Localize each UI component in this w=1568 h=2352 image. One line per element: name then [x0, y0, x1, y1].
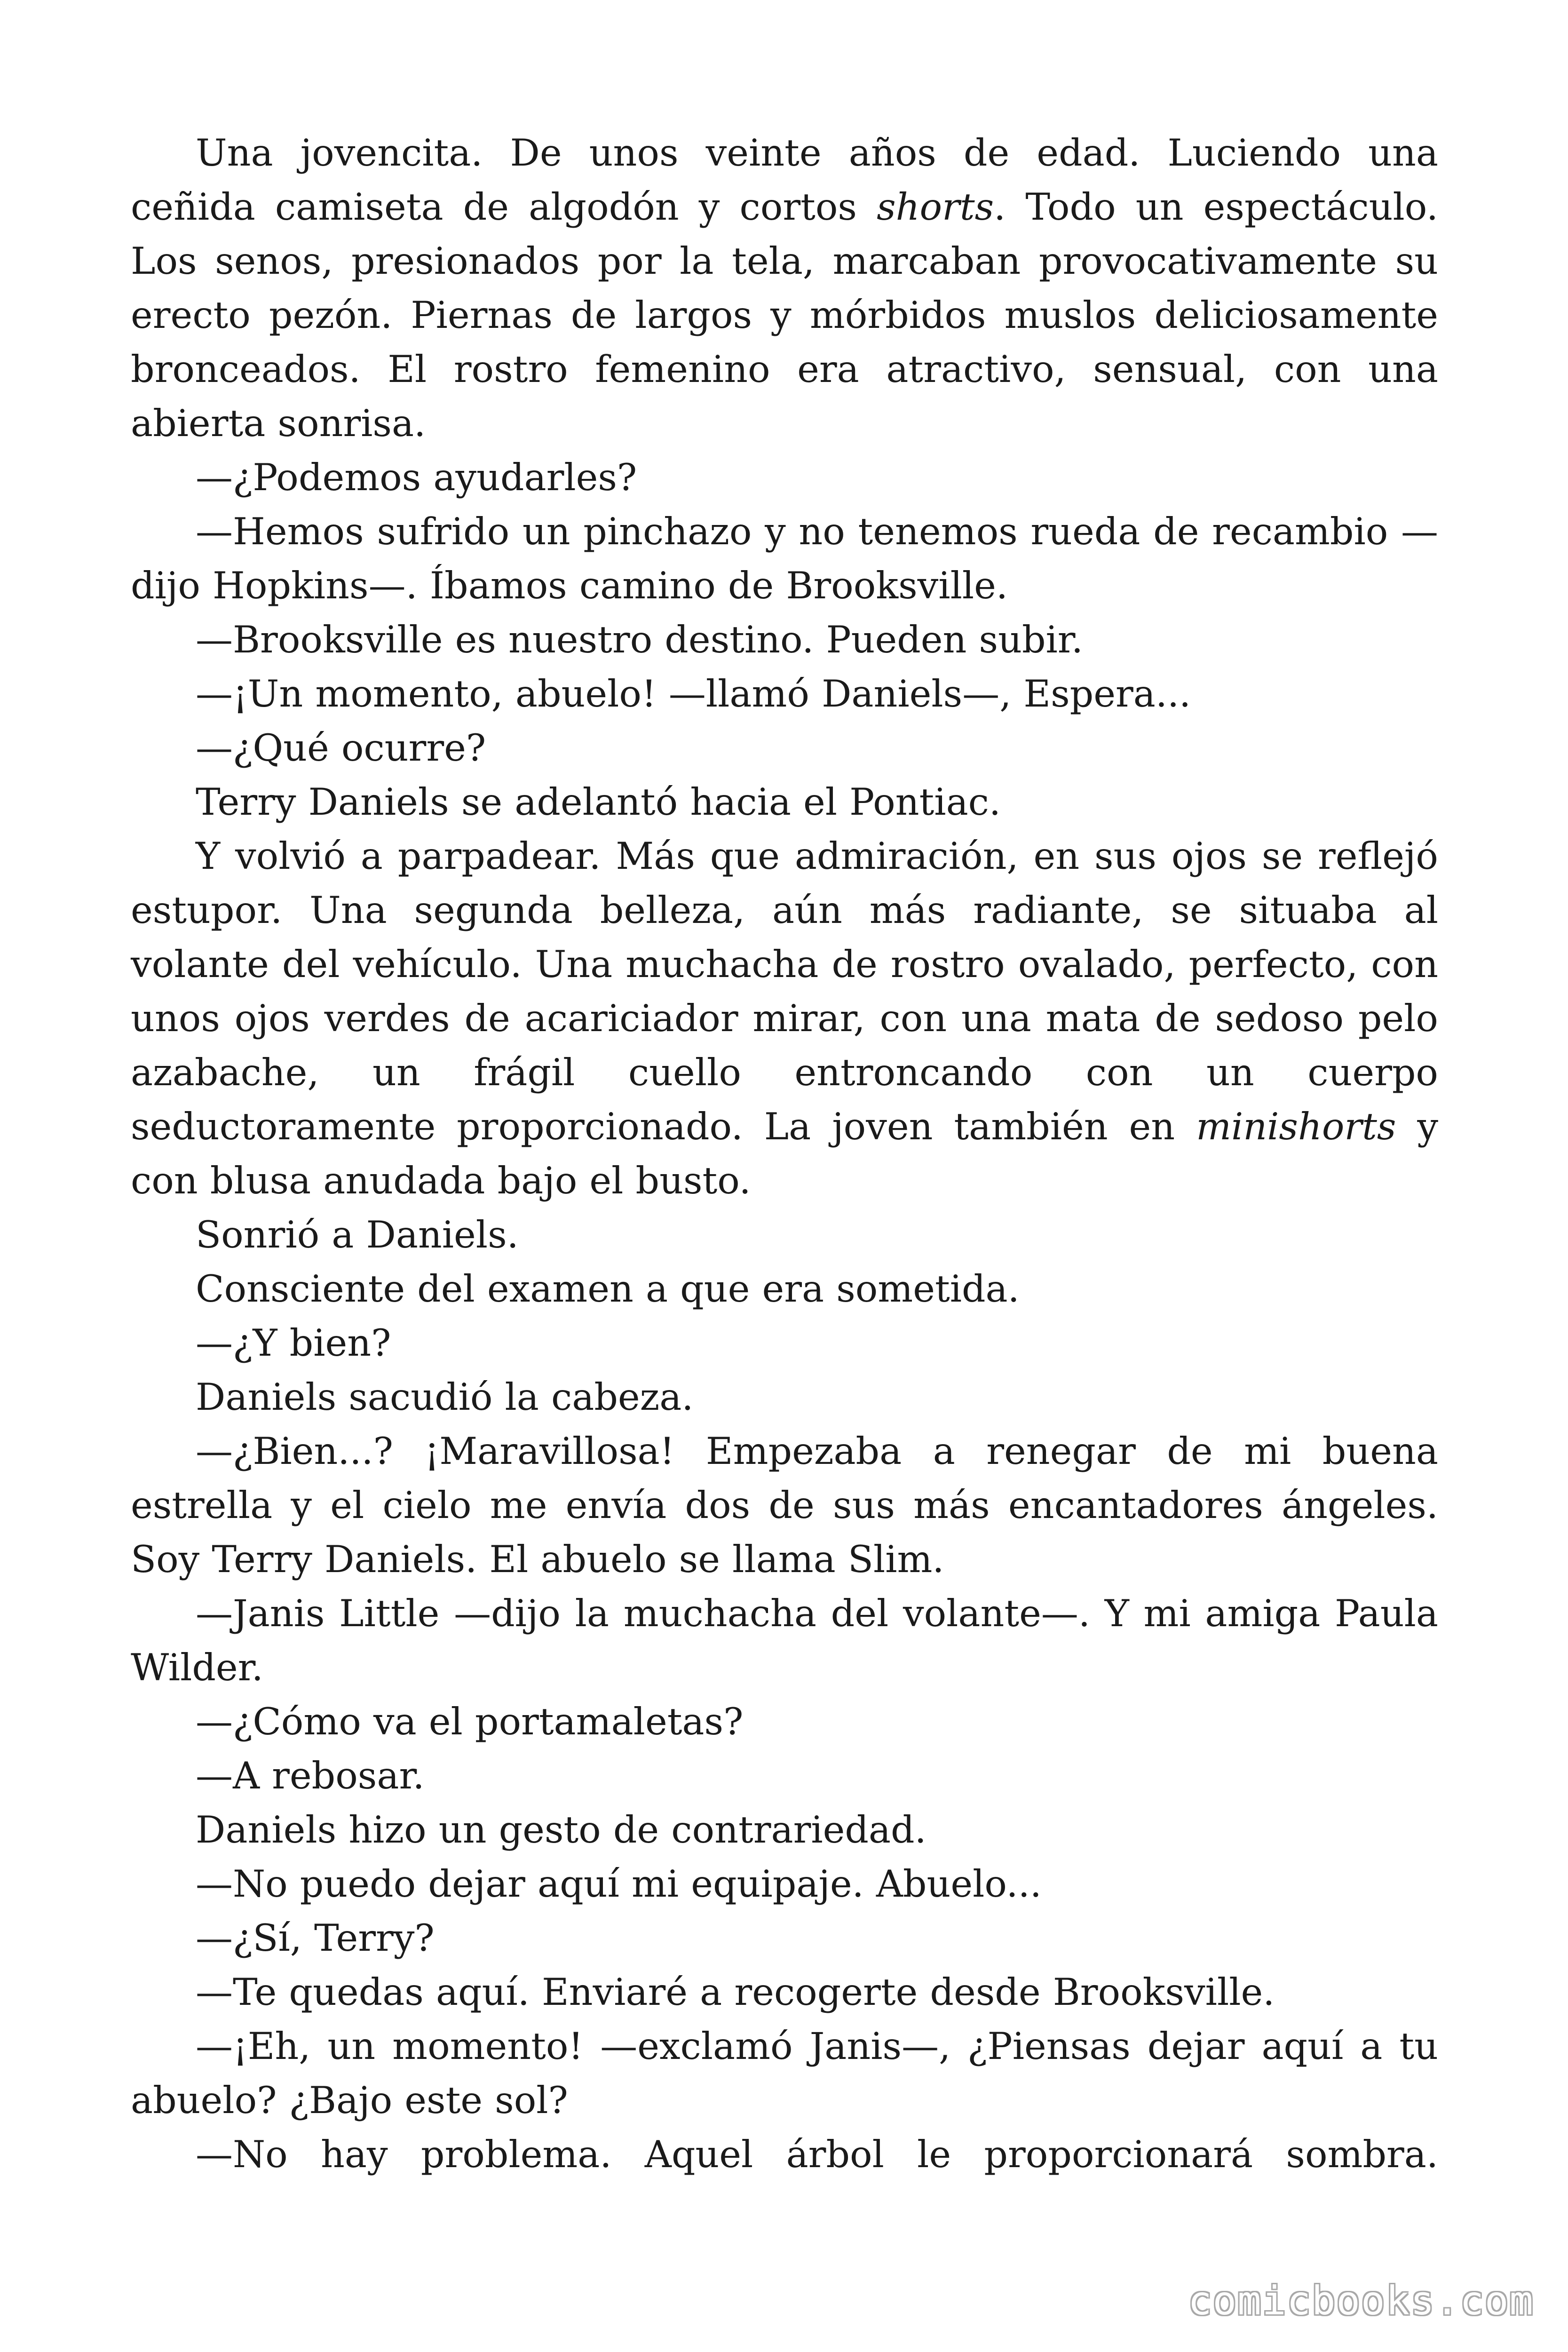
paragraph	[131, 1749, 1438, 1803]
text-run: —No puedo dejar aquí mi equipaje. Abuelo...	[196, 1862, 1042, 1906]
text-run: Y volvió a parpadear. Más que admiración, en sus ojos se reflejó estupor. Una segunda belleza, aún más radiante, se situaba al volante del vehículo. Una muchacha de rostro ovalado, perfecto, con unos ojos verdes de acariciador mirar, con una mata de sedoso pelo azabache, un frágil cuello entroncando con un cuerpo seductoramente proporcionado. La joven también en	[131, 834, 1438, 1148]
paragraph	[131, 505, 1438, 613]
text-run: Consciente del examen a que era sometida.	[196, 1267, 1020, 1311]
paragraph	[131, 2128, 1438, 2182]
paragraph	[131, 1857, 1438, 1911]
watermark: comicbooks.com	[1188, 2278, 1534, 2324]
text-run: . Todo un espectáculo. Los senos, presionados por la tela, marcaban provocativamente su erecto pezón. Piernas de largos y mórbidos muslos deliciosamente bronceados. El rostro femenino era atractivo, sensual, con una abierta sonrisa.	[131, 185, 1439, 445]
paragraph	[131, 775, 1438, 829]
paragraph	[131, 721, 1438, 775]
text-run: Daniels hizo un gesto de contrariedad.	[196, 1808, 927, 1851]
paragraph	[131, 126, 1438, 451]
paragraph	[131, 1587, 1438, 1695]
text-run: Una jovencita. De unos veinte años de edad. Luciendo una ceñida camiseta de algodón y cortos	[131, 131, 1438, 229]
paragraph	[131, 1316, 1438, 1370]
text-run: —No hay problema. Aquel árbol le proporcionará sombra.	[196, 2133, 1438, 2176]
paragraph	[131, 1262, 1438, 1316]
text-run: —¿Podemos ayudarles?	[196, 456, 637, 499]
paragraph	[131, 667, 1438, 721]
text-run: —A rebosar.	[196, 1754, 425, 1797]
text-run: Daniels sacudió la cabeza.	[196, 1375, 694, 1419]
text-run: y con blusa anudada bajo el busto.	[131, 1105, 1438, 1202]
paragraph	[131, 1695, 1438, 1749]
text-run: —¡Eh, un momento! —exclamó Janis—, ¿Piensas dejar aquí a tu abuelo? ¿Bajo este sol?	[131, 2025, 1438, 2122]
text-run: —Te quedas aquí. Enviaré a recogerte desde Brooksville.	[196, 1971, 1275, 2014]
text-run: —Hemos sufrido un pinchazo y no tenemos rueda de recambio — dijo Hopkins—. Íbamos camino de Brooksville.	[131, 510, 1438, 607]
text-run: Terry Daniels se adelantó hacia el Pontiac.	[196, 780, 1001, 824]
paragraph	[131, 613, 1438, 667]
text-run: —Brooksville es nuestro destino. Pueden subir.	[196, 618, 1083, 661]
paragraph	[131, 451, 1438, 505]
text-run: —¿Cómo va el portamaletas?	[196, 1700, 744, 1743]
page-body	[131, 126, 1438, 2182]
paragraph	[131, 2019, 1438, 2128]
text-run: —¿Qué ocurre?	[196, 726, 486, 770]
text-run: Sonrió a Daniels.	[196, 1213, 519, 1256]
paragraph	[131, 1911, 1438, 1965]
paragraph	[131, 1208, 1438, 1262]
italic-run: minishorts	[1196, 1105, 1396, 1148]
text-run: —¿Bien...? ¡Maravillosa! Empezaba a renegar de mi buena estrella y el cielo me envía dos de sus más encantadores ángeles. Soy Terry Daniels. El abuelo se llama Slim.	[131, 1430, 1438, 1581]
text-run: —¡Un momento, abuelo! —llamó Daniels—, Espera...	[196, 672, 1191, 715]
paragraph	[131, 1370, 1438, 1424]
italic-run: shorts	[877, 185, 994, 229]
paragraph	[131, 1424, 1438, 1587]
paragraph	[131, 1803, 1438, 1857]
paragraph	[131, 1965, 1438, 2019]
text-run: —¿Y bien?	[196, 1321, 391, 1365]
paragraph	[131, 829, 1438, 1208]
text-run: —¿Sí, Terry?	[196, 1916, 435, 1960]
text-run: —Janis Little —dijo la muchacha del volante—. Y mi amiga Paula Wilder.	[131, 1592, 1438, 1689]
